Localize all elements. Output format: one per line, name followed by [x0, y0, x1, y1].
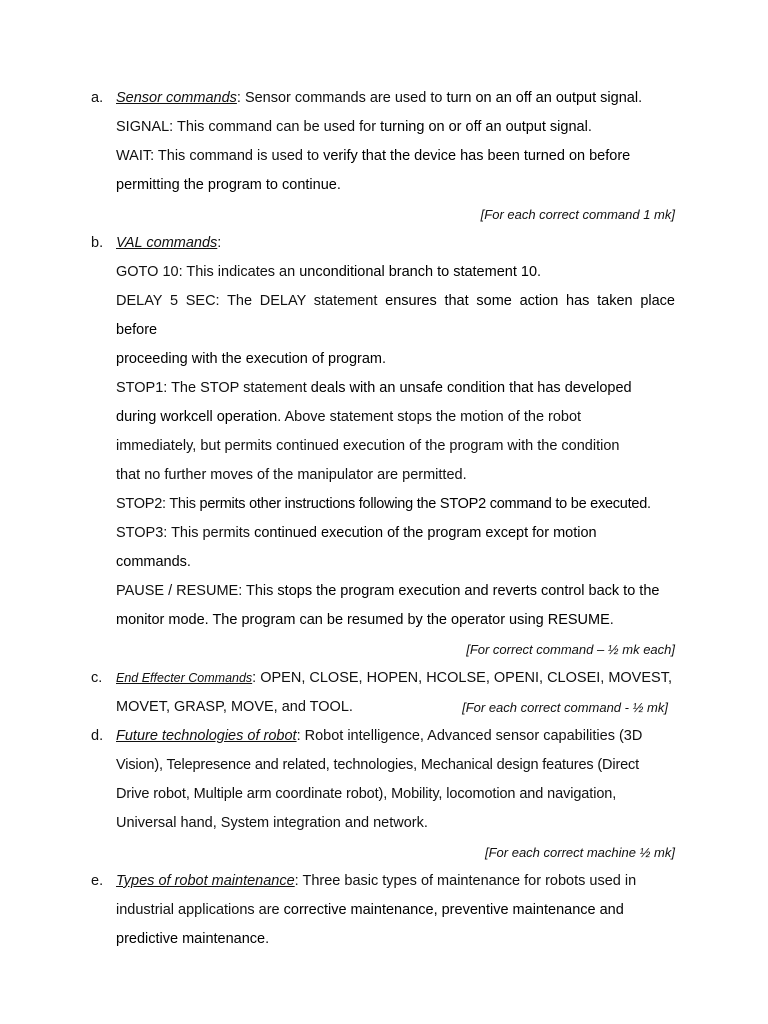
stop3-command-line1: STOP3: This permits continued execution of the program except for motion [116, 525, 597, 541]
marking-note: [For correct command – ½ mk each] [466, 642, 675, 657]
section-e [91, 867, 675, 954]
section-marker: d. [91, 728, 104, 744]
future-tech-line3: Drive robot, Multiple arm coordinate robot), Mobility, locomotion and navigation, [116, 786, 617, 802]
future-tech-line4: Universal hand, System integration and network. [116, 815, 428, 831]
stop1-command-line2: during workcell operation. Above statement stops the motion of the robot [116, 409, 582, 425]
pause-command-line1: PAUSE / RESUME: This stops the program execution and reverts control back to the [116, 583, 660, 599]
end-effecter-line2: MOVET, GRASP, MOVE, and TOOL. [For each correct command - ½ mk] [116, 693, 675, 722]
section-marker: c. [91, 670, 103, 686]
future-tech-line1: Future technologies of robot: Robot intelligence, Advanced sensor capabilities (3D [116, 728, 643, 744]
marking-note: [For each correct command - ½ mk] [462, 700, 668, 715]
answer-document [91, 84, 675, 954]
stop1-command-line3: immediately, but permits continued execution of the program with the condition [116, 438, 620, 454]
stop1-command-line1: STOP1: The STOP statement deals with an unsafe condition that has developed [116, 380, 632, 396]
future-tech-line2: Vision), Telepresence and related, technologies, Mechanical design features (Direct [116, 757, 640, 773]
section-term: Types of robot maintenance [116, 873, 295, 889]
wait-command-line1: WAIT: This command is used to verify that the device has been turned on before [116, 148, 631, 164]
section-term: Sensor commands [116, 90, 237, 106]
section-a [91, 84, 675, 229]
section-term: Future technologies of robot [116, 728, 297, 744]
marking-note: [For each correct machine ½ mk] [484, 845, 675, 860]
stop3-command-line2: commands. [116, 554, 191, 570]
marking-note: [For each correct command 1 mk] [480, 207, 675, 222]
delay-command-line1: DELAY 5 SEC: The DELAY statement ensures that some action has taken place before [116, 293, 675, 338]
section-a-intro: Sensor commands: Sensor commands are used to turn on an off an output signal. [116, 90, 643, 106]
end-effecter-line1: End Effecter Commands: OPEN, CLOSE, HOPEN, HCOLSE, OPENI, CLOSEI, MOVEST, [116, 670, 672, 686]
section-c [91, 664, 675, 722]
section-term: VAL commands [116, 235, 218, 251]
goto-command: GOTO 10: This indicates an unconditional branch to statement 10. [116, 264, 542, 280]
stop1-command-line4: that no further moves of the manipulator are permitted. [116, 467, 467, 483]
section-marker: e. [91, 873, 104, 889]
section-marker: a. [91, 90, 104, 106]
section-term: End Effecter Commands [116, 671, 253, 685]
maintenance-line3: predictive maintenance. [116, 931, 270, 947]
signal-command: SIGNAL: This command can be used for turning on or off an output signal. [116, 119, 592, 135]
section-b [91, 229, 675, 664]
section-marker: b. [91, 235, 104, 251]
maintenance-line2: industrial applications are corrective maintenance, preventive maintenance and [116, 902, 624, 918]
section-b-intro: VAL commands: [116, 235, 222, 251]
delay-command-line2: proceeding with the execution of program. [116, 351, 387, 367]
stop2-command: STOP2: This permits other instructions following the STOP2 command to be executed. [116, 496, 651, 512]
pause-command-line2: monitor mode. The program can be resumed by the operator using RESUME. [116, 612, 614, 628]
wait-command-line2: permitting the program to continue. [116, 177, 341, 193]
section-d [91, 722, 675, 867]
maintenance-line1: Types of robot maintenance: Three basic types of maintenance for robots used in [116, 873, 637, 889]
